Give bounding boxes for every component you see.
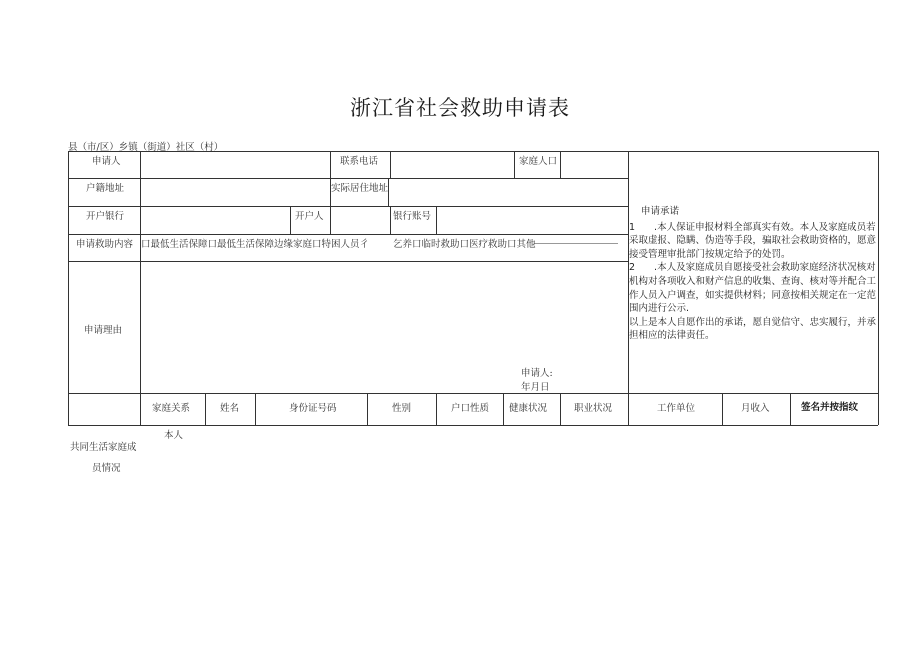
promise-heading: 申请承诺 (641, 206, 680, 217)
header-income: 月收入 (741, 403, 770, 414)
date-label: 年月日 (521, 382, 550, 393)
promise-panel (629, 205, 879, 343)
location-line: 县（市/区）乡镇（街道）社区（村） (68, 142, 224, 153)
header-signature: 签名并按指纹 (801, 402, 859, 413)
aid-content-label: 申请救助内容 (76, 239, 134, 250)
contact-phone-label: 联系电话 (340, 156, 379, 167)
header-employer: 工作单位 (657, 403, 696, 414)
header-relation: 家庭关系 (152, 403, 191, 414)
members-side-label-2: 员情况 (92, 463, 121, 474)
household-address-label: 户籍地址 (86, 183, 125, 194)
header-gender: 性别 (392, 403, 412, 414)
account-holder-label: 开户人 (295, 211, 324, 222)
header-hukou: 户口性质 (451, 403, 490, 414)
aid-options-left: 口最低生活保障口最低生活保障边缘家庭口特困人员彳 (141, 239, 370, 250)
first-row-relation: 本人 (164, 430, 184, 441)
promise-closing: 以上是本人自愿作出的承诺，愿自觉信守、忠实履行，并承担相应的法律责任。 (629, 316, 877, 342)
members-side-label-1: 共同生活家庭成 (70, 442, 137, 453)
aid-options-right: 乞养口临时救助口医疗救助口其他 (393, 239, 536, 250)
form-title: 浙江省社会救助申请表 (350, 96, 570, 120)
header-name: 姓名 (220, 403, 240, 414)
promise-item-2: 2 .本人及家庭成员自愿接受社会救助家庭经济状况核对机构对各项收入和财产信息的收集、查询、核对等并配合工作人员入户调查，如实提供材料；同意按相关规定在一定范围内进行公示. (629, 262, 877, 315)
header-occupation: 职业状况 (574, 403, 613, 414)
header-id-number: 身份证号码 (289, 403, 337, 414)
header-health: 健康状况 (509, 403, 548, 414)
actual-address-label: 实际居住地址 (331, 183, 389, 194)
family-size-label: 家庭人口 (519, 156, 558, 167)
applicant-label: 申请人 (92, 156, 121, 167)
promise-item-1: 1 .本人保证申报材料全部真实有效。本人及家庭成员若采取虚报、隐瞒、伪造等手段，骗取社会救助资格的，愿意接受管理审批部门按规定给予的处罚。 (629, 221, 877, 260)
applicant-sign-label: 申请人: (521, 368, 553, 379)
bank-label: 开户银行 (86, 211, 125, 222)
reason-label: 申请理由 (84, 325, 123, 336)
bank-account-label: 银行账号 (393, 211, 432, 222)
